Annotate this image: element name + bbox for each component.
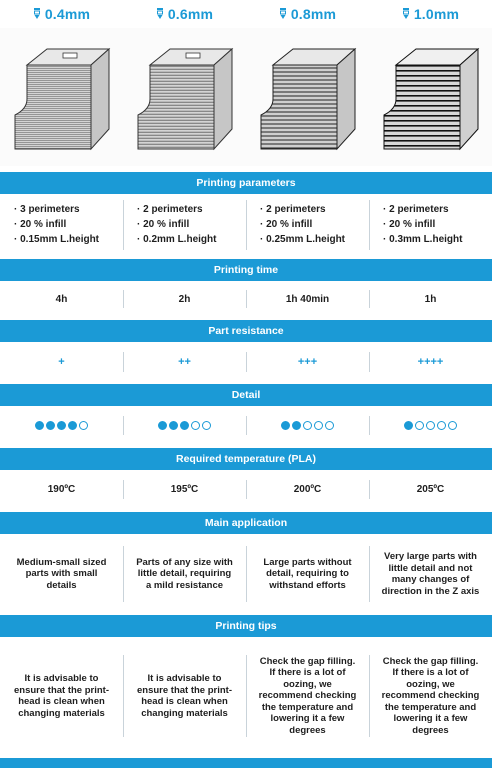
detail-dot-filled bbox=[35, 421, 44, 430]
nozzle-column-1 bbox=[0, 0, 123, 28]
nozzle-size-label: 0.8mm bbox=[290, 6, 337, 22]
application-text: Medium-small sized parts with small details bbox=[16, 556, 107, 591]
detail-dot-filled bbox=[404, 421, 413, 430]
resistance-rating: + bbox=[58, 356, 65, 368]
detail-dot-filled bbox=[68, 421, 77, 430]
printing-time-value: 1h bbox=[369, 281, 492, 317]
sample-part-image-0-4mm bbox=[0, 28, 123, 166]
application-text: Parts of any size with little detail, requiring a mild resistance bbox=[123, 534, 246, 614]
parameters-cell bbox=[0, 194, 123, 256]
section-header-printing-tips: Printing tips bbox=[0, 615, 492, 637]
parameter-perimeters: · 2 perimeters bbox=[137, 204, 203, 215]
sample-part-image-1-0mm bbox=[369, 28, 492, 166]
nozzle-icon bbox=[402, 8, 410, 20]
temperature-value: 205ºC bbox=[369, 470, 492, 508]
detail-row bbox=[0, 406, 492, 444]
nozzle-header-row bbox=[0, 0, 492, 28]
parameter-infill: · 20 % infill bbox=[260, 219, 313, 230]
detail-dot-filled bbox=[158, 421, 167, 430]
parameter-infill: · 20 % infill bbox=[137, 219, 190, 230]
detail-rating bbox=[369, 406, 492, 444]
printed-part-illustration bbox=[376, 37, 486, 157]
tip-text: Check the gap filling. If there is a lot of oozing, we recommend checking the temperature and lowering it a few degrees bbox=[246, 637, 369, 755]
parameter-perimeters: · 2 perimeters bbox=[260, 204, 326, 215]
printing-tips-row bbox=[0, 637, 492, 755]
printing-time-value: 1h 40min bbox=[246, 281, 369, 317]
detail-dot-filled bbox=[57, 421, 66, 430]
detail-dots bbox=[281, 421, 334, 430]
tip-text: It is advisable to ensure that the print-head is clean when changing materials bbox=[13, 673, 109, 719]
temperature-value: 200ºC bbox=[246, 470, 369, 508]
bottom-accent-strip bbox=[0, 758, 492, 768]
nozzle-icon bbox=[33, 8, 41, 20]
parameter-layer-height: · 0.2mm L.height bbox=[137, 234, 217, 245]
detail-dot-empty bbox=[448, 421, 457, 430]
printing-time-value: 4h bbox=[55, 293, 68, 305]
part-resistance-row bbox=[0, 342, 492, 382]
section-header-printing-parameters: Printing parameters bbox=[0, 172, 492, 194]
temperature-value: 195ºC bbox=[123, 470, 246, 508]
parameter-layer-height: · 0.25mm L.height bbox=[260, 234, 346, 245]
detail-dot-filled bbox=[169, 421, 178, 430]
resistance-rating: +++ bbox=[246, 342, 369, 382]
printed-part-illustration bbox=[7, 37, 117, 157]
parameter-layer-height: · 0.15mm L.height bbox=[14, 234, 100, 245]
parameters-cell bbox=[123, 194, 246, 256]
printing-parameters-row bbox=[0, 194, 492, 256]
detail-dot-filled bbox=[281, 421, 290, 430]
printed-part-illustration bbox=[253, 37, 363, 157]
nozzle-size-label: 0.6mm bbox=[167, 6, 214, 22]
resistance-rating: ++++ bbox=[369, 342, 492, 382]
detail-dot-empty bbox=[437, 421, 446, 430]
parameter-layer-height: · 0.3mm L.height bbox=[383, 234, 463, 245]
detail-dots bbox=[158, 421, 211, 430]
detail-rating bbox=[0, 406, 123, 444]
temperature-value: 190ºC bbox=[47, 483, 76, 495]
detail-rating bbox=[246, 406, 369, 444]
detail-dot-filled bbox=[46, 421, 55, 430]
detail-dot-filled bbox=[180, 421, 189, 430]
nozzle-icon bbox=[156, 8, 164, 20]
printing-time-row bbox=[0, 281, 492, 317]
detail-dot-empty bbox=[191, 421, 200, 430]
parameters-cell bbox=[246, 194, 369, 256]
detail-dot-empty bbox=[426, 421, 435, 430]
section-header-main-application: Main application bbox=[0, 512, 492, 534]
detail-dots bbox=[35, 421, 88, 430]
section-header-required-temperature: Required temperature (PLA) bbox=[0, 448, 492, 470]
application-text: Large parts without detail, requiring to withstand efforts bbox=[246, 534, 369, 614]
application-text: Very large parts with little detail and not many changes of direction in the Z axis bbox=[369, 534, 492, 614]
detail-dot-empty bbox=[79, 421, 88, 430]
parameter-infill: · 20 % infill bbox=[14, 219, 67, 230]
section-header-part-resistance: Part resistance bbox=[0, 320, 492, 342]
sample-part-image-0-6mm bbox=[123, 28, 246, 166]
main-application-row bbox=[0, 534, 492, 614]
section-header-printing-time: Printing time bbox=[0, 259, 492, 281]
detail-dot-empty bbox=[303, 421, 312, 430]
detail-dots bbox=[404, 421, 457, 430]
tip-text: It is advisable to ensure that the print-head is clean when changing materials bbox=[123, 637, 246, 755]
nozzle-column-4 bbox=[369, 0, 492, 28]
parameter-perimeters: · 2 perimeters bbox=[383, 204, 449, 215]
detail-dot-empty bbox=[314, 421, 323, 430]
resistance-rating: ++ bbox=[123, 342, 246, 382]
detail-rating bbox=[123, 406, 246, 444]
section-header-detail: Detail bbox=[0, 384, 492, 406]
sample-part-image-0-8mm bbox=[246, 28, 369, 166]
parameters-cell bbox=[369, 194, 492, 256]
nozzle-column-2 bbox=[123, 0, 246, 28]
printing-time-value: 2h bbox=[123, 281, 246, 317]
detail-dot-empty bbox=[202, 421, 211, 430]
detail-dot-filled bbox=[292, 421, 301, 430]
parameter-infill: · 20 % infill bbox=[383, 219, 436, 230]
nozzle-size-label: 1.0mm bbox=[413, 6, 460, 22]
nozzle-column-3 bbox=[246, 0, 369, 28]
detail-dot-empty bbox=[325, 421, 334, 430]
temperature-row bbox=[0, 470, 492, 508]
sample-parts-images bbox=[0, 28, 492, 166]
parameter-perimeters: · 3 perimeters bbox=[14, 204, 80, 215]
printed-part-illustration bbox=[130, 37, 240, 157]
nozzle-icon bbox=[279, 8, 287, 20]
detail-dot-empty bbox=[415, 421, 424, 430]
nozzle-size-label: 0.4mm bbox=[44, 6, 91, 22]
tip-text: Check the gap filling. If there is a lot of oozing, we recommend checking the temperature and lowering it a few degrees bbox=[369, 637, 492, 755]
